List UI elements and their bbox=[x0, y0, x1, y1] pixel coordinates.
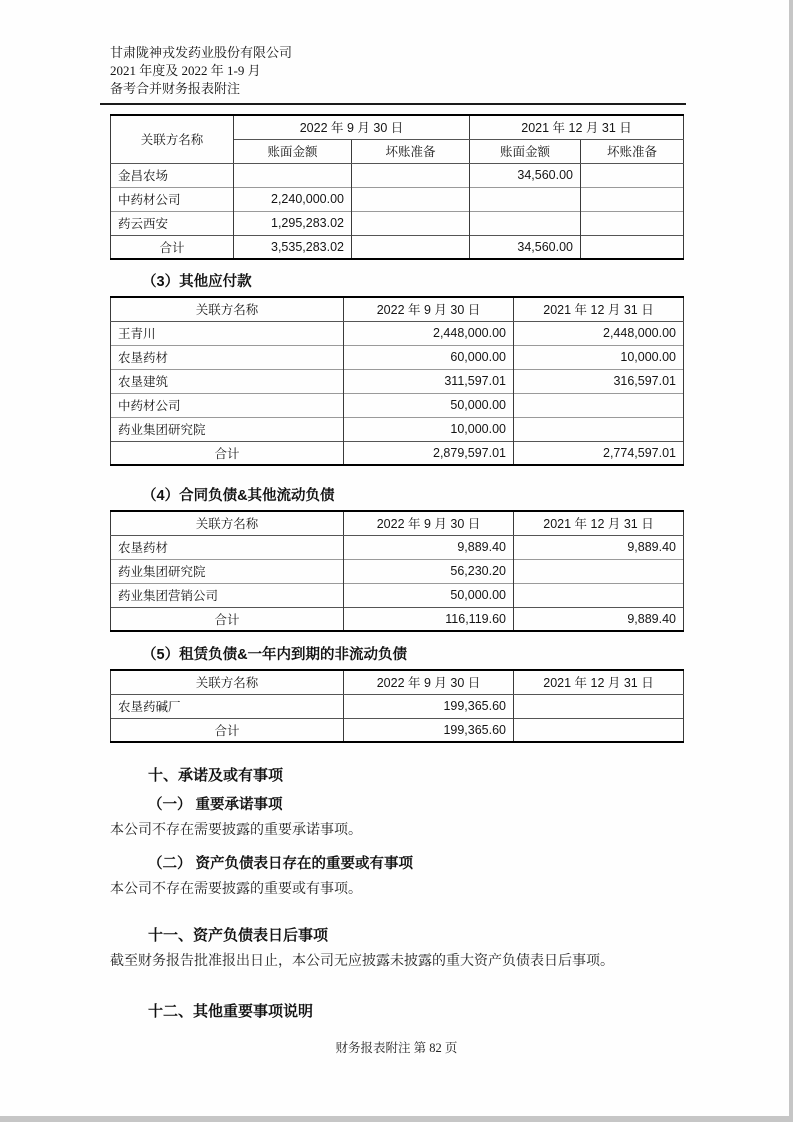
party-name-cell: 药业集团营销公司 bbox=[111, 583, 344, 607]
column-header-party: 关联方名称 bbox=[111, 511, 344, 535]
table-total-row bbox=[111, 718, 684, 742]
amount-cell bbox=[470, 187, 581, 211]
amount-cell: 34,560.00 bbox=[470, 235, 581, 259]
note-heading-post-balance-events: 十一、资产负债表日后事项 bbox=[148, 927, 329, 944]
amount-cell bbox=[581, 211, 684, 235]
page-footer: 财务报表附注 第 82 页 bbox=[335, 1041, 458, 1055]
note-body-contingencies: 本公司不存在需要披露的重要或有事项。 bbox=[110, 882, 362, 897]
party-name-cell: 药业集团研究院 bbox=[111, 417, 344, 441]
table-total-row bbox=[111, 607, 684, 631]
amount-cell: 2,774,597.01 bbox=[514, 441, 684, 465]
amount-cell bbox=[514, 694, 684, 718]
amount-cell bbox=[514, 559, 684, 583]
column-header-bad-debt: 坏账准备 bbox=[352, 139, 470, 163]
amount-cell bbox=[352, 235, 470, 259]
amount-cell: 34,560.00 bbox=[470, 163, 581, 187]
report-title: 备考合并财务报表附注 bbox=[110, 81, 241, 96]
party-name-cell: 合计 bbox=[111, 718, 344, 742]
amount-cell: 1,295,283.02 bbox=[234, 211, 352, 235]
party-name-cell: 中药材公司 bbox=[111, 187, 234, 211]
column-group-2022: 2022 年 9 月 30 日 bbox=[234, 115, 470, 139]
amount-cell: 9,889.40 bbox=[514, 607, 684, 631]
column-header-2022: 2022 年 9 月 30 日 bbox=[344, 670, 514, 694]
table-body bbox=[111, 163, 684, 259]
section-heading-lease-liabilities: （5）租赁负债&一年内到期的非流动负债 bbox=[142, 647, 408, 663]
lease-liabilities-table bbox=[110, 669, 684, 743]
table-row bbox=[111, 694, 684, 718]
amount-cell: 199,365.60 bbox=[344, 694, 514, 718]
column-header-party: 关联方名称 bbox=[111, 297, 344, 321]
amount-cell: 10,000.00 bbox=[514, 345, 684, 369]
column-header-2021: 2021 年 12 月 31 日 bbox=[514, 297, 684, 321]
amount-cell: 116,119.60 bbox=[344, 607, 514, 631]
party-name-cell: 农垦药碱厂 bbox=[111, 694, 344, 718]
table-row bbox=[111, 393, 684, 417]
table-body bbox=[111, 694, 684, 742]
amount-cell: 60,000.00 bbox=[344, 345, 514, 369]
amount-cell: 2,448,000.00 bbox=[344, 321, 514, 345]
note-heading-other-important-matters: 十二、其他重要事项说明 bbox=[148, 1003, 314, 1020]
note-subheading-important-commitments: （一） 重要承诺事项 bbox=[148, 797, 283, 813]
amount-cell: 311,597.01 bbox=[344, 369, 514, 393]
amount-cell bbox=[581, 187, 684, 211]
party-name-cell: 合计 bbox=[111, 441, 344, 465]
column-header-book-amount: 账面金额 bbox=[470, 139, 581, 163]
header-rule bbox=[100, 103, 686, 105]
table-row bbox=[111, 211, 684, 235]
amount-cell: 50,000.00 bbox=[344, 583, 514, 607]
amount-cell: 56,230.20 bbox=[344, 559, 514, 583]
amount-cell: 199,365.60 bbox=[344, 718, 514, 742]
column-header-party: 关联方名称 bbox=[111, 115, 234, 163]
table-row bbox=[111, 321, 684, 345]
table-row bbox=[111, 345, 684, 369]
column-header-2022: 2022 年 9 月 30 日 bbox=[344, 297, 514, 321]
column-group-2021: 2021 年 12 月 31 日 bbox=[470, 115, 684, 139]
table-total-row bbox=[111, 441, 684, 465]
party-name-cell: 药云西安 bbox=[111, 211, 234, 235]
amount-cell bbox=[234, 163, 352, 187]
amount-cell bbox=[514, 417, 684, 441]
table-row bbox=[111, 583, 684, 607]
amount-cell: 9,889.40 bbox=[514, 535, 684, 559]
table-header bbox=[111, 670, 684, 694]
party-name-cell: 中药材公司 bbox=[111, 393, 344, 417]
amount-cell: 2,879,597.01 bbox=[344, 441, 514, 465]
column-header-bad-debt: 坏账准备 bbox=[581, 139, 684, 163]
note-body-post-balance-events: 截至财务报告批准报出日止，本公司无应披露未披露的重大资产负债表日后事项。 bbox=[110, 954, 614, 969]
column-header-party: 关联方名称 bbox=[111, 670, 344, 694]
section-heading-contract-liabilities: （4）合同负债&其他流动负债 bbox=[142, 488, 335, 504]
party-name-cell: 药业集团研究院 bbox=[111, 559, 344, 583]
table-header bbox=[111, 297, 684, 321]
party-name-cell: 农垦药材 bbox=[111, 535, 344, 559]
other-payables-table bbox=[110, 296, 684, 466]
amount-cell bbox=[514, 718, 684, 742]
note-heading-commitments: 十、承诺及或有事项 bbox=[148, 767, 284, 784]
party-name-cell: 金昌农场 bbox=[111, 163, 234, 187]
amount-cell bbox=[352, 211, 470, 235]
table-total-row bbox=[111, 235, 684, 259]
party-name-cell: 农垦药材 bbox=[111, 345, 344, 369]
table-row bbox=[111, 417, 684, 441]
amount-cell: 2,448,000.00 bbox=[514, 321, 684, 345]
table-row bbox=[111, 163, 684, 187]
party-name-cell: 农垦建筑 bbox=[111, 369, 344, 393]
amount-cell bbox=[581, 235, 684, 259]
column-header-2021: 2021 年 12 月 31 日 bbox=[514, 670, 684, 694]
table-header bbox=[111, 115, 684, 163]
column-header-2021: 2021 年 12 月 31 日 bbox=[514, 511, 684, 535]
amount-cell: 316,597.01 bbox=[514, 369, 684, 393]
note-subheading-contingencies: （二） 资产负债表日存在的重要或有事项 bbox=[148, 856, 414, 872]
table-header bbox=[111, 511, 684, 535]
scan-edge-bottom bbox=[0, 1116, 793, 1122]
party-name-cell: 合计 bbox=[111, 607, 344, 631]
table-body bbox=[111, 535, 684, 631]
table-row bbox=[111, 535, 684, 559]
section-heading-other-payables: （3）其他应付款 bbox=[142, 274, 252, 290]
party-name-cell: 王青川 bbox=[111, 321, 344, 345]
document-header bbox=[110, 44, 683, 98]
report-period: 2021 年度及 2022 年 1-9 月 bbox=[110, 63, 261, 78]
table-body bbox=[111, 321, 684, 465]
contract-liabilities-table bbox=[110, 510, 684, 632]
scan-edge-right bbox=[789, 0, 793, 1122]
amount-cell bbox=[352, 187, 470, 211]
amount-cell: 50,000.00 bbox=[344, 393, 514, 417]
table-row bbox=[111, 369, 684, 393]
column-header-2022: 2022 年 9 月 30 日 bbox=[344, 511, 514, 535]
amount-cell bbox=[514, 393, 684, 417]
party-name-cell: 合计 bbox=[111, 235, 234, 259]
amount-cell: 10,000.00 bbox=[344, 417, 514, 441]
table-row bbox=[111, 559, 684, 583]
company-name: 甘肃陇神戎发药业股份有限公司 bbox=[110, 45, 293, 60]
amount-cell: 2,240,000.00 bbox=[234, 187, 352, 211]
amount-cell: 9,889.40 bbox=[344, 535, 514, 559]
amount-cell: 3,535,283.02 bbox=[234, 235, 352, 259]
related-party-balances-table bbox=[110, 114, 684, 260]
note-body-important-commitments: 本公司不存在需要披露的重要承诺事项。 bbox=[110, 823, 362, 838]
amount-cell bbox=[581, 163, 684, 187]
amount-cell bbox=[514, 583, 684, 607]
amount-cell bbox=[470, 211, 581, 235]
table-row bbox=[111, 187, 684, 211]
column-header-book-amount: 账面金额 bbox=[234, 139, 352, 163]
amount-cell bbox=[352, 163, 470, 187]
